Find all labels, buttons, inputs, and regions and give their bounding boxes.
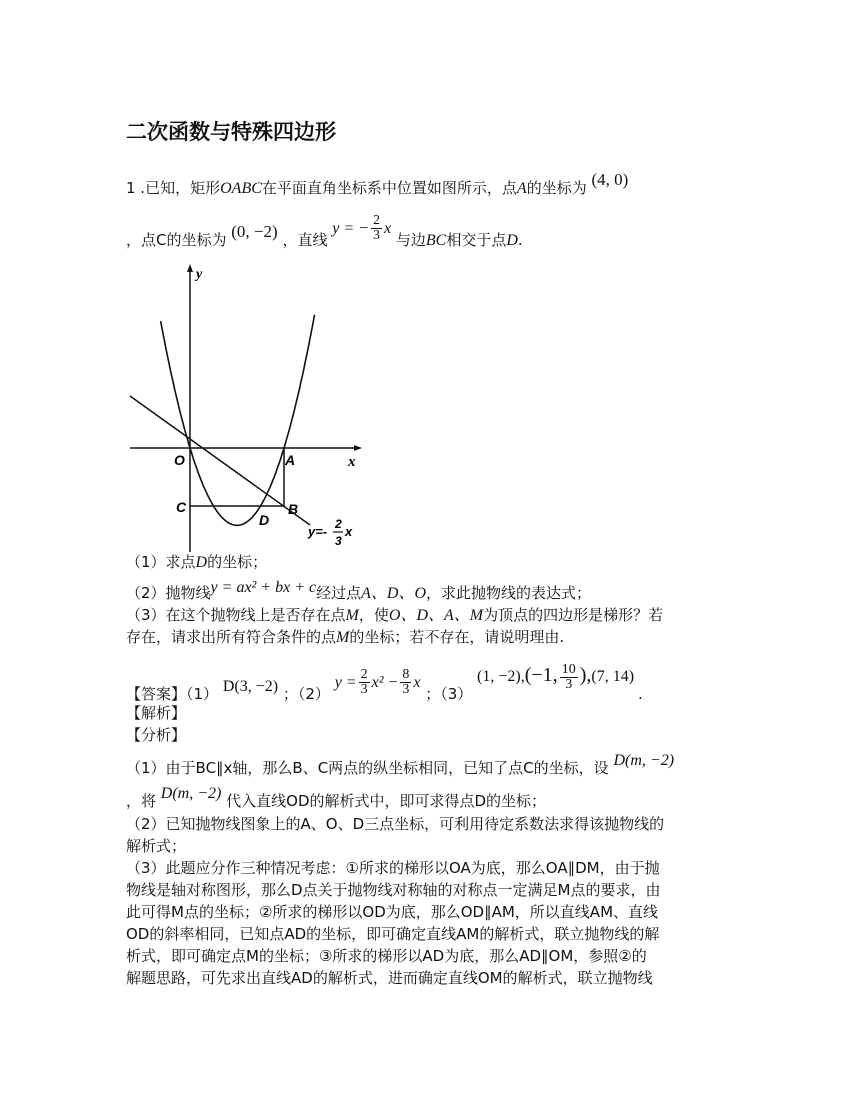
text: ；: [425, 685, 441, 703]
rect-name: OABC: [220, 180, 262, 197]
segment-label: BC: [425, 232, 447, 249]
parabola-curve: [161, 315, 315, 526]
text: （3）: [440, 685, 473, 703]
point-1: (1, −2),: [477, 668, 525, 685]
label-a: A: [285, 452, 296, 468]
eq-part: x: [383, 220, 392, 237]
eq-part: y = −: [332, 220, 369, 237]
analysis-line-9: 析式，即可确定点M的坐标；③所求的梯形以AD为底，那么AD∥OM，参照②的: [126, 947, 647, 965]
point-2-close: ),: [579, 664, 592, 686]
point-label: A: [516, 180, 527, 197]
analysis-line-8: OD的斜率相同，已知点AD的坐标，即可确定直线AM的解析式，联立抛物线的解: [126, 925, 660, 943]
fraction: [560, 663, 578, 692]
analysis-line-4: 解析式；: [126, 837, 187, 855]
label-x: x: [348, 454, 356, 470]
text: .: [638, 685, 643, 703]
label-o: O: [174, 452, 185, 468]
point-labels: A、D、O: [361, 585, 427, 602]
text: 的坐标；: [207, 553, 268, 571]
text: （1）由于BC∥x轴，那么B、C两点的纵坐标相同，已知了点C的坐标，设: [126, 759, 609, 777]
line-label-left: y=-: [308, 524, 328, 539]
eq-part: x: [413, 674, 421, 691]
numerator: 10: [561, 661, 576, 677]
text: 为顶点的四边形是梯形？若: [483, 606, 664, 624]
fraction: [359, 668, 370, 697]
label-c: C: [176, 499, 187, 515]
page-title: 二次函数与特殊四边形: [126, 120, 336, 144]
text: （2）抛物线: [126, 584, 211, 602]
fraction: [371, 214, 382, 243]
line-equation: [332, 213, 396, 243]
fenxi-label: 【分析】: [126, 726, 187, 744]
y-axis-arrow: [187, 264, 193, 272]
text: （2）: [297, 685, 330, 703]
text: 在平面直角坐标系中位置如图所示，点: [261, 179, 517, 197]
text: 相交于点: [446, 231, 507, 249]
x-axis-arrow: [354, 445, 362, 451]
analysis-line-10: 解题思路，可先求出直线AD的解析式，进而确定直线OM的解析式，联立抛物线: [126, 969, 653, 987]
jiexi-label: 【解析】: [126, 704, 187, 722]
point-label: M: [336, 629, 350, 646]
analysis-line-2: [126, 785, 547, 813]
analysis-line-3: （2）已知抛物线图象上的A、O、D三点坐标，可利用待定系数法求得该抛物线的: [126, 815, 665, 833]
denominator: 3: [565, 676, 573, 692]
analysis-line-5: （3）此题应分作三种情况考虑：①所求的梯形以OA为底，那么OA∥DM，由于抛: [126, 859, 660, 877]
point-label: D: [506, 232, 518, 249]
part-1: [126, 551, 267, 574]
text: ，点C的坐标为: [126, 231, 227, 249]
fraction: [400, 668, 411, 697]
question-line-2: [126, 213, 523, 255]
coord-C: (0, −2): [231, 222, 278, 241]
analysis-line-6: 物线是轴对称图形，那么D点关于抛物线对称轴的对称点一定满足M点的要求，由: [126, 881, 661, 899]
line-label-x: x: [345, 524, 353, 539]
text: .: [517, 231, 523, 249]
text: 的坐标为: [526, 179, 587, 197]
answer-line: [126, 661, 643, 710]
text: 已知，矩形: [145, 179, 221, 197]
line-label-den: 3: [335, 534, 342, 548]
numerator: 2: [372, 213, 380, 228]
text: ；: [282, 685, 298, 703]
d-coordinate: D(m, −2): [160, 785, 222, 802]
question-number: 1 .: [126, 179, 146, 197]
label-d: D: [259, 512, 270, 528]
text: 经过点: [316, 584, 362, 602]
rectangle-oabc: [190, 448, 284, 506]
text: 代入直线OD的解析式中，即可求得点D的坐标；: [226, 792, 547, 810]
answer-label: 【答案】: [126, 685, 187, 703]
point-label: D: [195, 554, 208, 571]
parabola-equation: y = ax² + bx + c: [210, 579, 317, 596]
numerator: 8: [402, 667, 410, 682]
part-3-line-2: [126, 626, 564, 649]
label-y: y: [196, 267, 203, 282]
part-2: [126, 579, 592, 605]
point-label: M: [345, 607, 359, 624]
text: 存在，请求出所有符合条件的点: [126, 628, 337, 646]
analysis-line-1: [126, 752, 675, 780]
denominator: 3: [360, 682, 368, 697]
text: ，求此抛物线的表达式；: [426, 584, 592, 602]
d-coordinate: D(m, −2): [613, 752, 675, 769]
text: ，将: [126, 792, 157, 810]
denominator: 3: [402, 682, 410, 697]
label-b: B: [288, 501, 299, 517]
point-2-open: (−1,: [524, 664, 558, 686]
point-labels: O、D、A、M: [388, 607, 484, 624]
coordinate-figure: [126, 262, 376, 552]
text: （1）求点: [126, 553, 196, 571]
answer-3: [477, 661, 638, 692]
coord-A: (4, 0): [591, 170, 629, 189]
line-label-num: 2: [335, 517, 342, 531]
text: 的坐标；若不存在，请说明理由.: [349, 628, 565, 646]
numerator: 2: [360, 667, 368, 682]
point-3: (7, 14): [591, 668, 635, 685]
text: ，使: [358, 606, 389, 624]
question-line-1: [126, 170, 629, 200]
text: ，直线: [282, 231, 328, 249]
eq-part: y =: [334, 674, 357, 691]
text: （3）在这个抛物线上是否存在点: [126, 606, 346, 624]
eq-part: x² −: [371, 674, 399, 691]
answer-1: D(3, −2): [222, 678, 279, 695]
text: （1）: [186, 685, 219, 703]
part-3-line-1: [126, 604, 663, 627]
analysis-line-7: 此可得M点的坐标；②所求的梯形以OD为底，那么OD∥AM，所以直线AM、直线: [126, 903, 659, 921]
text: 与边: [395, 231, 426, 249]
answer-2: [334, 667, 426, 697]
denominator: 3: [372, 228, 380, 243]
